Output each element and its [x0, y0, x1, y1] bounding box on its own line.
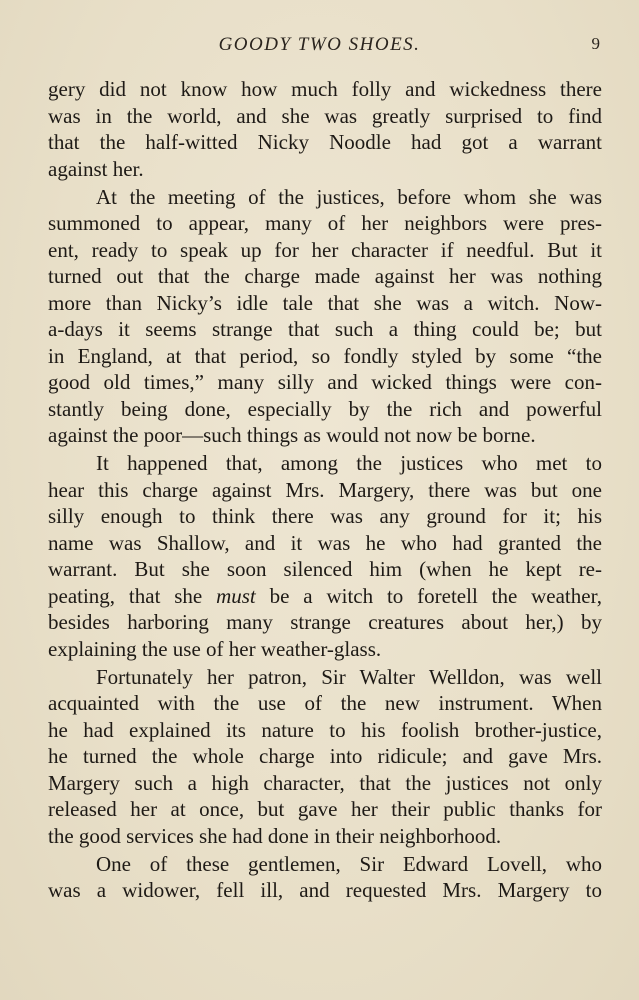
- text-line: ent, ready to speak up for her character if needful. But it: [48, 237, 602, 262]
- text-line: he turned the whole charge into ridicule; and gave Mrs.: [48, 744, 602, 768]
- text-line: summoned to appear, many of her neighbors were pres-: [48, 211, 602, 235]
- text-line: One of these gentlemen, Sir Edward Lovell, who: [96, 851, 602, 876]
- text-line: acquainted with the use of the new instrument. When: [48, 691, 602, 715]
- paragraph: [48, 76, 602, 184]
- text-line: the good services she had done in their neighborhood.: [48, 823, 502, 848]
- text-line: Margery such a high character, that the justices not only: [48, 770, 602, 795]
- text-line: released her at once, but gave her their public thanks for: [48, 797, 602, 821]
- running-header: [0, 34, 639, 58]
- text-line: in England, at that period, so fondly styled by some “the: [48, 343, 602, 368]
- text-line: gery did not know how much folly and wickedness there: [48, 77, 602, 101]
- text-line: was in the world, and she was greatly surprised to find: [48, 103, 602, 128]
- paragraph: [48, 184, 602, 451]
- text-line: a-days it seems strange that such a thing could be; but: [48, 317, 602, 341]
- text-line: that the half-witted Nicky Noodle had got a warrant: [48, 130, 602, 154]
- text-line: besides harboring many strange creatures about her,) by: [48, 610, 602, 634]
- text-line: stantly being done, especially by the rich and powerful: [48, 396, 602, 421]
- text-line: silly enough to think there was any ground for it; his: [48, 504, 602, 528]
- text-line: warrant. But she soon silenced him (when he kept re-: [48, 557, 602, 581]
- body-text: [48, 76, 602, 905]
- text-line: At the meeting of the justices, before whom she was: [96, 184, 602, 209]
- text-line: turned out that the charge made against her was nothing: [48, 264, 602, 288]
- text-line: against her.: [48, 156, 144, 181]
- text-line: was a widower, fell ill, and requested Mrs. Margery to: [48, 878, 602, 902]
- page-number: 9: [591, 34, 600, 53]
- text-line: It happened that, among the justices who met to: [96, 451, 602, 475]
- text-line: name was Shallow, and it was he who had granted the: [48, 530, 602, 555]
- text-line: Fortunately her patron, Sir Walter Welldon, was well: [96, 664, 602, 689]
- text-line: more than Nicky’s idle tale that she was a witch. Now-: [48, 290, 602, 315]
- paragraph: [48, 851, 602, 906]
- paragraph: [48, 450, 602, 664]
- paragraph: [48, 664, 602, 851]
- emphasis: must: [216, 583, 256, 608]
- text-line: good old times,” many silly and wicked things were con-: [48, 370, 602, 394]
- text-line: explaining the use of her weather-glass.: [48, 636, 382, 661]
- text-line: hear this charge against Mrs. Margery, there was but one: [48, 477, 602, 502]
- text-line: peating, that she must be a witch to foretell the weather,: [48, 583, 602, 608]
- text-line: he had explained its nature to his foolish brother-justice,: [48, 717, 602, 742]
- running-title: GOODY TWO SHOES.: [218, 34, 421, 55]
- text-line: against the poor—such things as would not now be borne.: [48, 423, 536, 447]
